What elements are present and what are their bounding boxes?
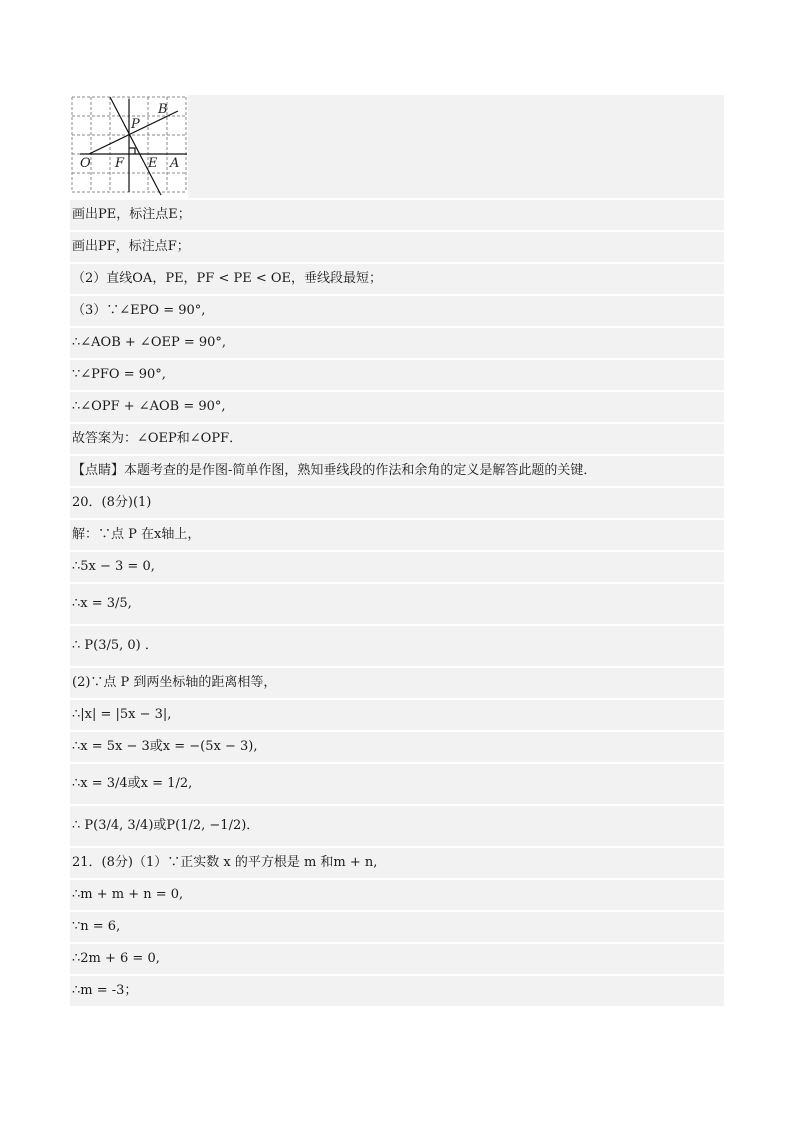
solution-document: [70, 95, 724, 1006]
text-line: ∴m + m + n = 0,: [70, 880, 724, 910]
question-heading: 21．(8分)（1）∵正实数 x 的平方根是 m 和m + n,: [70, 848, 724, 878]
label-O: O: [80, 156, 91, 171]
text-line: ∴ P(3/5, 0) ．: [70, 626, 724, 666]
text-line: 故答案为：∠OEP和∠OPF．: [70, 424, 724, 454]
text-line: （2）直线OA，PE，PF < PE < OE，垂线段最短；: [70, 264, 724, 294]
text-line: ∴2m + 6 = 0,: [70, 944, 724, 974]
label-A: A: [170, 156, 180, 171]
text-line: (2)∵点 P 到两坐标轴的距离相等，: [70, 668, 724, 698]
text-line: （3）∵∠EPO = 90°,: [70, 296, 724, 326]
text-line: ∴∠OPF + ∠AOB = 90°,: [70, 392, 724, 422]
label-F: F: [115, 156, 125, 171]
label-B: B: [158, 102, 168, 117]
text-line: 画出PF，标注点F；: [70, 232, 724, 262]
label-P: P: [131, 117, 140, 132]
text-line: ∴∠AOB + ∠OEP = 90°,: [70, 328, 724, 358]
text-line: 画出PE，标注点E；: [70, 200, 724, 230]
text-line: ∴5x − 3 = 0,: [70, 552, 724, 582]
label-E: E: [148, 156, 158, 171]
text-line: ∴x = 3/5,: [70, 584, 724, 624]
grid-figure: [70, 95, 724, 198]
text-line: ∴|x| = |5x − 3|,: [70, 700, 724, 730]
text-line: ∵∠PFO = 90°,: [70, 360, 724, 390]
text-line: ∴x = 5x − 3或x = −(5x − 3),: [70, 732, 724, 762]
geometry-figure: [70, 95, 724, 198]
text-line: ∴ P(3/4, 3/4)或P(1/2, −1/2)．: [70, 806, 724, 846]
key-point-note: 【点睛】本题考查的是作图-简单作图，熟知垂线段的作法和余角的定义是解答此题的关键．: [70, 456, 724, 486]
question-heading: 20．(8分)(1): [70, 488, 724, 518]
text-line: 解：∵点 P 在x轴上，: [70, 520, 724, 550]
text-line: ∴m = -3；: [70, 976, 724, 1006]
text-line: ∴x = 3/4或x = 1/2,: [70, 764, 724, 804]
text-line: ∵n = 6,: [70, 912, 724, 942]
